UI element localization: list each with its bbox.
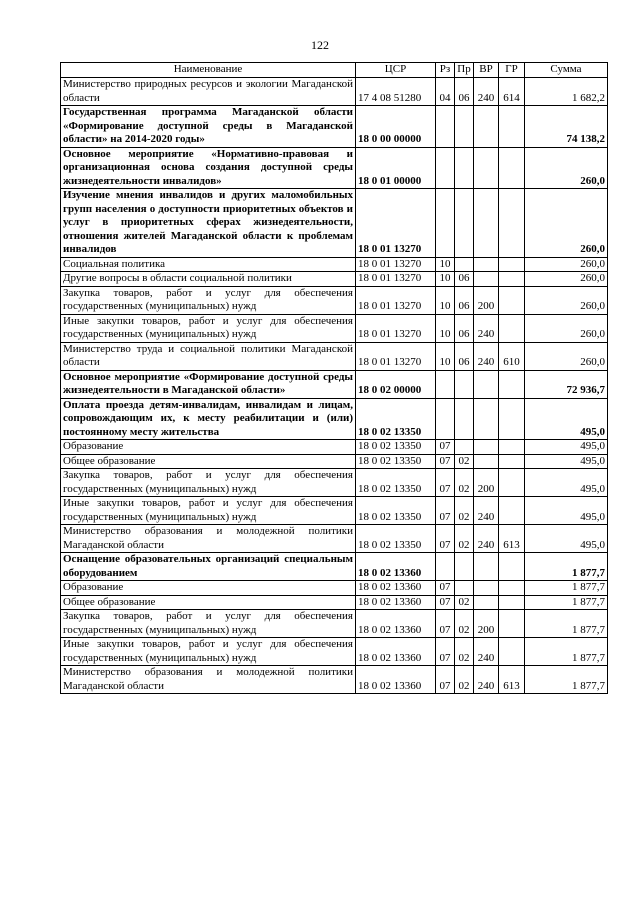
table-row xyxy=(61,272,608,287)
cell-csr: 18 0 02 13350 xyxy=(356,454,436,469)
cell-pr: 02 xyxy=(455,497,474,525)
cell-gr xyxy=(499,581,525,596)
table-row xyxy=(61,78,608,106)
cell-rz xyxy=(436,370,455,398)
cell-gr xyxy=(499,638,525,666)
cell-sum: 495,0 xyxy=(525,440,608,455)
cell-name: Общее образование xyxy=(61,454,356,469)
cell-name: Иные закупки товаров, работ и услуг для обеспечения государственных (муниципальных) нужд xyxy=(61,638,356,666)
cell-name: Основное мероприятие «Формирование доступной среды жизнедеятельности в Магаданской области» xyxy=(61,370,356,398)
cell-sum: 260,0 xyxy=(525,342,608,370)
cell-name: Иные закупки товаров, работ и услуг для обеспечения государственных (муниципальных) нужд xyxy=(61,314,356,342)
cell-name: Социальная политика xyxy=(61,257,356,272)
cell-rz: 07 xyxy=(436,638,455,666)
cell-csr: 17 4 08 51280 xyxy=(356,78,436,106)
cell-vr xyxy=(474,106,499,148)
table-row xyxy=(61,525,608,553)
cell-name: Оплата проезда детям-инвалидам, инвалидам и лицам, сопровождающим их, к месту реабилитации и (или) постоянному месту жительства xyxy=(61,398,356,440)
cell-gr xyxy=(499,610,525,638)
cell-sum: 260,0 xyxy=(525,314,608,342)
cell-csr: 18 0 02 13350 xyxy=(356,497,436,525)
cell-vr: 240 xyxy=(474,78,499,106)
table-row xyxy=(61,342,608,370)
cell-vr: 240 xyxy=(474,666,499,694)
table-row xyxy=(61,454,608,469)
cell-gr xyxy=(499,454,525,469)
budget-table xyxy=(60,62,608,694)
cell-sum: 1 877,7 xyxy=(525,610,608,638)
cell-sum: 260,0 xyxy=(525,147,608,189)
cell-name: Министерство природных ресурсов и экологии Магаданской области xyxy=(61,78,356,106)
cell-pr: 02 xyxy=(455,525,474,553)
cell-csr: 18 0 01 13270 xyxy=(356,272,436,287)
cell-vr: 240 xyxy=(474,638,499,666)
cell-name: Общее образование xyxy=(61,595,356,610)
cell-vr: 240 xyxy=(474,314,499,342)
cell-csr: 18 0 02 13360 xyxy=(356,581,436,596)
cell-csr: 18 0 01 00000 xyxy=(356,147,436,189)
cell-rz: 10 xyxy=(436,272,455,287)
header-csr: ЦСР xyxy=(356,63,436,78)
cell-vr xyxy=(474,398,499,440)
cell-csr: 18 0 02 13350 xyxy=(356,398,436,440)
table-row xyxy=(61,666,608,694)
cell-vr xyxy=(474,553,499,581)
cell-name: Изучение мнения инвалидов и других маломобильных групп населения о доступности приоритетных объектов и услуг в приоритетных сферах жизнедеятельности, отношения жителей Магаданской области к проблемам инвалидов xyxy=(61,189,356,258)
cell-rz xyxy=(436,106,455,148)
cell-gr xyxy=(499,272,525,287)
cell-csr: 18 0 01 13270 xyxy=(356,189,436,258)
cell-pr: 02 xyxy=(455,454,474,469)
cell-gr: 614 xyxy=(499,78,525,106)
header-pr: Пр xyxy=(455,63,474,78)
cell-gr xyxy=(499,257,525,272)
cell-name: Закупка товаров, работ и услуг для обеспечения государственных (муниципальных) нужд xyxy=(61,286,356,314)
cell-gr: 610 xyxy=(499,342,525,370)
cell-name: Закупка товаров, работ и услуг для обеспечения государственных (муниципальных) нужд xyxy=(61,610,356,638)
cell-pr xyxy=(455,398,474,440)
header-sum: Сумма xyxy=(525,63,608,78)
page-number: 122 xyxy=(311,38,329,52)
cell-name: Другие вопросы в области социальной политики xyxy=(61,272,356,287)
cell-rz: 10 xyxy=(436,342,455,370)
table-header-row xyxy=(61,63,608,78)
cell-name: Министерство образования и молодежной политики Магаданской области xyxy=(61,525,356,553)
header-vr: ВР xyxy=(474,63,499,78)
cell-vr xyxy=(474,257,499,272)
table-row xyxy=(61,497,608,525)
cell-vr xyxy=(474,272,499,287)
cell-rz: 07 xyxy=(436,440,455,455)
cell-gr: 613 xyxy=(499,666,525,694)
cell-csr: 18 0 02 13360 xyxy=(356,553,436,581)
cell-rz: 07 xyxy=(436,595,455,610)
cell-pr xyxy=(455,106,474,148)
cell-pr: 02 xyxy=(455,595,474,610)
cell-rz: 07 xyxy=(436,666,455,694)
cell-vr: 240 xyxy=(474,342,499,370)
cell-gr xyxy=(499,497,525,525)
cell-rz: 07 xyxy=(436,454,455,469)
cell-sum: 1 877,7 xyxy=(525,553,608,581)
cell-name: Оснащение образовательных организаций специальным оборудованием xyxy=(61,553,356,581)
cell-gr xyxy=(499,314,525,342)
cell-vr: 200 xyxy=(474,610,499,638)
cell-pr xyxy=(455,581,474,596)
table-row xyxy=(61,147,608,189)
cell-pr: 02 xyxy=(455,610,474,638)
cell-pr xyxy=(455,257,474,272)
cell-pr: 02 xyxy=(455,666,474,694)
cell-gr: 613 xyxy=(499,525,525,553)
cell-sum: 495,0 xyxy=(525,454,608,469)
cell-pr xyxy=(455,553,474,581)
table-row xyxy=(61,581,608,596)
cell-sum: 495,0 xyxy=(525,525,608,553)
cell-name: Образование xyxy=(61,440,356,455)
cell-vr xyxy=(474,147,499,189)
cell-rz xyxy=(436,189,455,258)
table-row xyxy=(61,286,608,314)
cell-pr: 02 xyxy=(455,638,474,666)
header-gr: ГР xyxy=(499,63,525,78)
table-row xyxy=(61,370,608,398)
cell-vr xyxy=(474,581,499,596)
header-name: Наименование xyxy=(61,63,356,78)
table-row xyxy=(61,553,608,581)
table-row xyxy=(61,440,608,455)
cell-rz xyxy=(436,553,455,581)
cell-vr: 200 xyxy=(474,469,499,497)
cell-csr: 18 0 02 13350 xyxy=(356,525,436,553)
cell-pr: 06 xyxy=(455,78,474,106)
cell-sum: 260,0 xyxy=(525,286,608,314)
table-row xyxy=(61,398,608,440)
cell-sum: 1 682,2 xyxy=(525,78,608,106)
cell-rz: 07 xyxy=(436,525,455,553)
cell-gr xyxy=(499,147,525,189)
cell-sum: 1 877,7 xyxy=(525,595,608,610)
cell-rz: 07 xyxy=(436,469,455,497)
cell-pr: 02 xyxy=(455,469,474,497)
cell-rz: 07 xyxy=(436,497,455,525)
table-row xyxy=(61,638,608,666)
cell-vr xyxy=(474,440,499,455)
cell-csr: 18 0 01 13270 xyxy=(356,286,436,314)
cell-gr xyxy=(499,286,525,314)
cell-csr: 18 0 02 13360 xyxy=(356,638,436,666)
cell-rz xyxy=(436,398,455,440)
header-rz: Рз xyxy=(436,63,455,78)
cell-name: Государственная программа Магаданской области «Формирование доступной среды в Магаданской области» на 2014-2020 годы» xyxy=(61,106,356,148)
cell-sum: 72 936,7 xyxy=(525,370,608,398)
cell-vr: 240 xyxy=(474,497,499,525)
cell-vr xyxy=(474,189,499,258)
cell-name: Образование xyxy=(61,581,356,596)
cell-gr xyxy=(499,595,525,610)
cell-pr xyxy=(455,189,474,258)
cell-csr: 18 0 02 13360 xyxy=(356,610,436,638)
cell-vr xyxy=(474,595,499,610)
cell-name: Министерство образования и молодежной политики Магаданской области xyxy=(61,666,356,694)
table-body xyxy=(61,78,608,694)
table-row xyxy=(61,106,608,148)
cell-vr xyxy=(474,454,499,469)
cell-sum: 260,0 xyxy=(525,257,608,272)
cell-pr xyxy=(455,370,474,398)
cell-sum: 260,0 xyxy=(525,272,608,287)
cell-rz xyxy=(436,147,455,189)
cell-rz: 07 xyxy=(436,581,455,596)
cell-name: Закупка товаров, работ и услуг для обеспечения государственных (муниципальных) нужд xyxy=(61,469,356,497)
cell-name: Основное мероприятие «Нормативно-правовая и организационная основа создания доступной среды жизнедеятельности инвалидов» xyxy=(61,147,356,189)
cell-pr: 06 xyxy=(455,286,474,314)
cell-pr: 06 xyxy=(455,314,474,342)
cell-vr: 200 xyxy=(474,286,499,314)
cell-gr xyxy=(499,370,525,398)
table-row xyxy=(61,314,608,342)
cell-vr xyxy=(474,370,499,398)
cell-rz: 10 xyxy=(436,286,455,314)
cell-name: Министерство труда и социальной политики Магаданской области xyxy=(61,342,356,370)
cell-csr: 18 0 02 13360 xyxy=(356,666,436,694)
cell-pr xyxy=(455,147,474,189)
cell-csr: 18 0 02 13350 xyxy=(356,440,436,455)
cell-sum: 74 138,2 xyxy=(525,106,608,148)
table-row xyxy=(61,469,608,497)
cell-gr xyxy=(499,469,525,497)
cell-pr: 06 xyxy=(455,342,474,370)
cell-pr xyxy=(455,440,474,455)
cell-csr: 18 0 01 13270 xyxy=(356,342,436,370)
cell-name: Иные закупки товаров, работ и услуг для обеспечения государственных (муниципальных) нужд xyxy=(61,497,356,525)
cell-rz: 10 xyxy=(436,257,455,272)
cell-vr: 240 xyxy=(474,525,499,553)
cell-rz: 04 xyxy=(436,78,455,106)
cell-sum: 1 877,7 xyxy=(525,581,608,596)
cell-gr xyxy=(499,106,525,148)
cell-sum: 1 877,7 xyxy=(525,666,608,694)
cell-csr: 18 0 02 13350 xyxy=(356,469,436,497)
cell-csr: 18 0 02 00000 xyxy=(356,370,436,398)
table-row xyxy=(61,610,608,638)
cell-sum: 495,0 xyxy=(525,398,608,440)
cell-gr xyxy=(499,398,525,440)
cell-gr xyxy=(499,440,525,455)
table-row xyxy=(61,595,608,610)
cell-sum: 495,0 xyxy=(525,497,608,525)
table-row xyxy=(61,189,608,258)
cell-sum: 1 877,7 xyxy=(525,638,608,666)
cell-csr: 18 0 02 13360 xyxy=(356,595,436,610)
cell-pr: 06 xyxy=(455,272,474,287)
table-row xyxy=(61,257,608,272)
cell-gr xyxy=(499,553,525,581)
cell-csr: 18 0 01 13270 xyxy=(356,257,436,272)
cell-rz: 07 xyxy=(436,610,455,638)
cell-rz: 10 xyxy=(436,314,455,342)
cell-csr: 18 0 00 00000 xyxy=(356,106,436,148)
cell-csr: 18 0 01 13270 xyxy=(356,314,436,342)
cell-sum: 260,0 xyxy=(525,189,608,258)
cell-sum: 495,0 xyxy=(525,469,608,497)
cell-gr xyxy=(499,189,525,258)
